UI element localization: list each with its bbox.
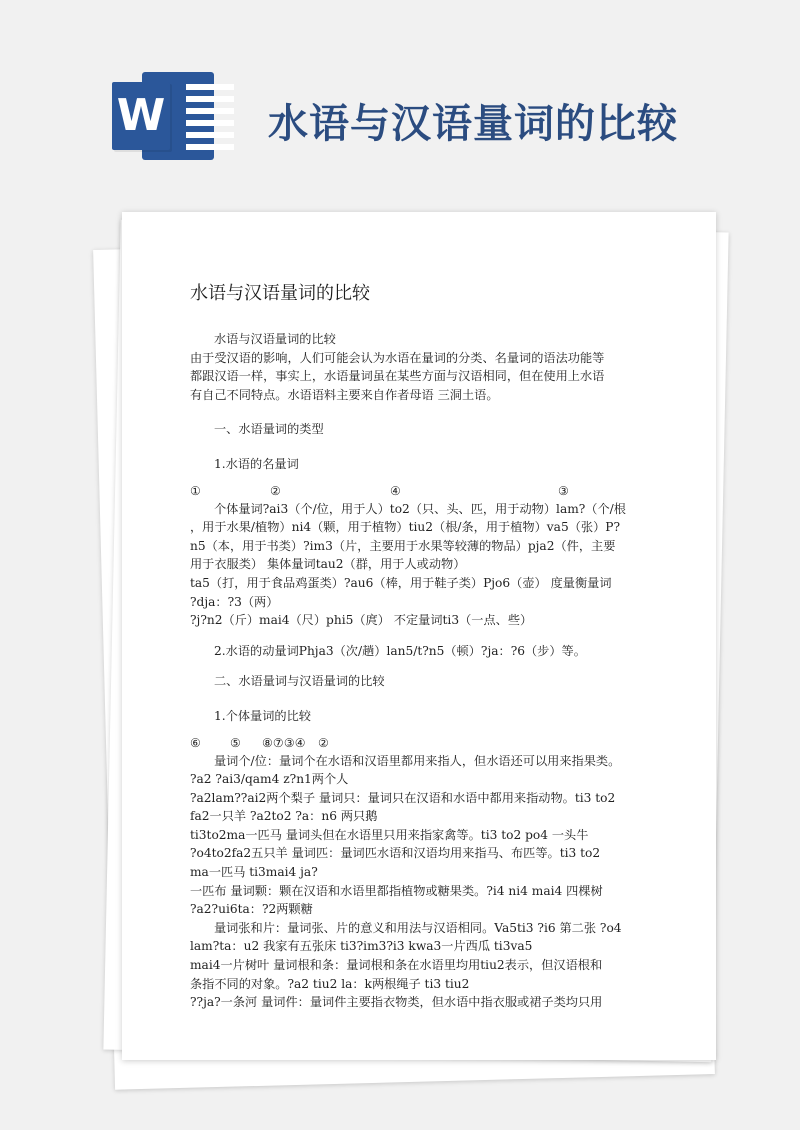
banner-title: 水语与汉语量词的比较 — [268, 100, 678, 147]
text-line: ti3to2ma一匹马 量词头但在水语里只用来指家禽等。ti3 to2 po4 一头牛 — [190, 827, 589, 842]
subsection-heading: 2.水语的动量词Phja3（次/趟）lan5/t?n5（顿）?ja：?6（步）等。 — [214, 643, 586, 658]
text-line: ?a2?ui6ta：?2两颗糖 — [190, 902, 313, 917]
text-line: ?a2 ?ai3/qam4 z?n1两个人 — [190, 772, 349, 787]
footnote-marker: ⑥ — [190, 735, 201, 750]
text-line: 一匹布 量词颗：颗在汉语和水语里都指植物或糖果类。?i4 ni4 mai4 四棵树 — [190, 883, 603, 898]
text-line: ?j?n2（斤）mai4（尺）phi5（庹） 不定量词ti3（一点、些） — [190, 613, 533, 628]
text-line: 量词个/位：量词个在水语和汉语里都用来指人，但水语还可以用来指果类。 — [214, 753, 621, 768]
banner — [0, 0, 800, 190]
footnote-marker: ⑤ — [230, 735, 241, 750]
text-line: ?a2lam??ai2两个梨子 量词只：量词只在汉语和水语中都用来指动物。ti3 to2 — [190, 790, 616, 805]
document-title: 水语与汉语量词的比较 — [190, 283, 370, 304]
paragraph-line: 都跟汉语一样，事实上，水语量词虽在某些方面与汉语相同，但在使用上水语 — [190, 369, 605, 384]
text-line: ，用于水果/植物）ni4（颗，用于植物）tiu2（根/条，用于植物）va5（张）P? — [190, 520, 621, 535]
text-line: ??ja?一条河 量词件：量词件主要指衣物类，但水语中指衣服或裙子类均只用 — [190, 995, 603, 1010]
footnote-marker: ⑧⑦③④ — [262, 735, 306, 750]
word-document-icon — [112, 72, 214, 160]
text-line: mai4一片树叶 量词根和条：量词根和条在水语里均用tiu2表示，但汉语根和 — [190, 958, 603, 973]
word-icon-lines — [186, 84, 234, 156]
document-page — [122, 212, 716, 1060]
footnote-marker: ② — [270, 483, 281, 498]
text-line: fa2一只羊 ?a2to2 ?a：n6 两只鹅 — [190, 809, 378, 824]
text-line: 量词张和片：量词张、片的意义和用法与汉语相同。Va5ti3 ?i6 第二张 ?o4 — [214, 920, 622, 935]
word-icon-letter: W — [112, 82, 170, 150]
section-heading: 二、水语量词与汉语量词的比较 — [214, 674, 385, 689]
footnote-marker: ② — [318, 735, 329, 750]
footnote-markers — [190, 734, 648, 752]
subsection-heading: 1.水语的名量词 — [214, 456, 299, 471]
paragraph-line: 水语与汉语量词的比较 — [214, 332, 336, 346]
subsection-heading: 1.个体量词的比较 — [214, 708, 311, 723]
text-line: ?dja：?3（两） — [190, 594, 279, 609]
text-line: ma一匹马 ti3mai4 ja? — [190, 865, 318, 880]
footnote-marker: ③ — [558, 483, 569, 498]
document-content — [190, 282, 648, 1012]
text-line: 用于衣服类） 集体量词tau2（群，用于人或动物） — [190, 557, 466, 572]
paragraph-line: 由于受汉语的影响，人们可能会认为水语在量词的分类、名量词的语法功能等 — [190, 350, 605, 365]
text-line: 个体量词?ai3（个/位，用于人）to2（只、头、匹，用于动物）lam?（个/根 — [214, 501, 626, 516]
text-line: ?o4to2fa2五只羊 量词匹：量词匹水语和汉语均用来指马、布匹等。ti3 to2 — [190, 846, 601, 861]
text-line: n5（本，用于书类）?im3（片，主要用于水果等较薄的物品）pja2（件，主要 — [190, 538, 616, 553]
section-heading: 一、水语量词的类型 — [214, 422, 324, 437]
text-line: 条指不同的对象。?a2 tiu2 la：k两根绳子 ti3 tiu2 — [190, 976, 470, 991]
footnote-markers — [190, 482, 648, 500]
paragraph-line: 有自己不同特点。水语语料主要来自作者母语 三洞土语。 — [190, 387, 499, 402]
footnote-marker: ④ — [390, 483, 401, 498]
footnote-marker: ① — [190, 483, 201, 498]
text-line: lam?ta：u2 我家有五张床 ti3?im3?i3 kwa3一片西瓜 ti3va5 — [190, 939, 533, 954]
text-line: ta5（打，用于食品鸡蛋类）?au6（棒，用于鞋子类）Pjo6（壶） 度量衡量词 — [190, 575, 612, 590]
